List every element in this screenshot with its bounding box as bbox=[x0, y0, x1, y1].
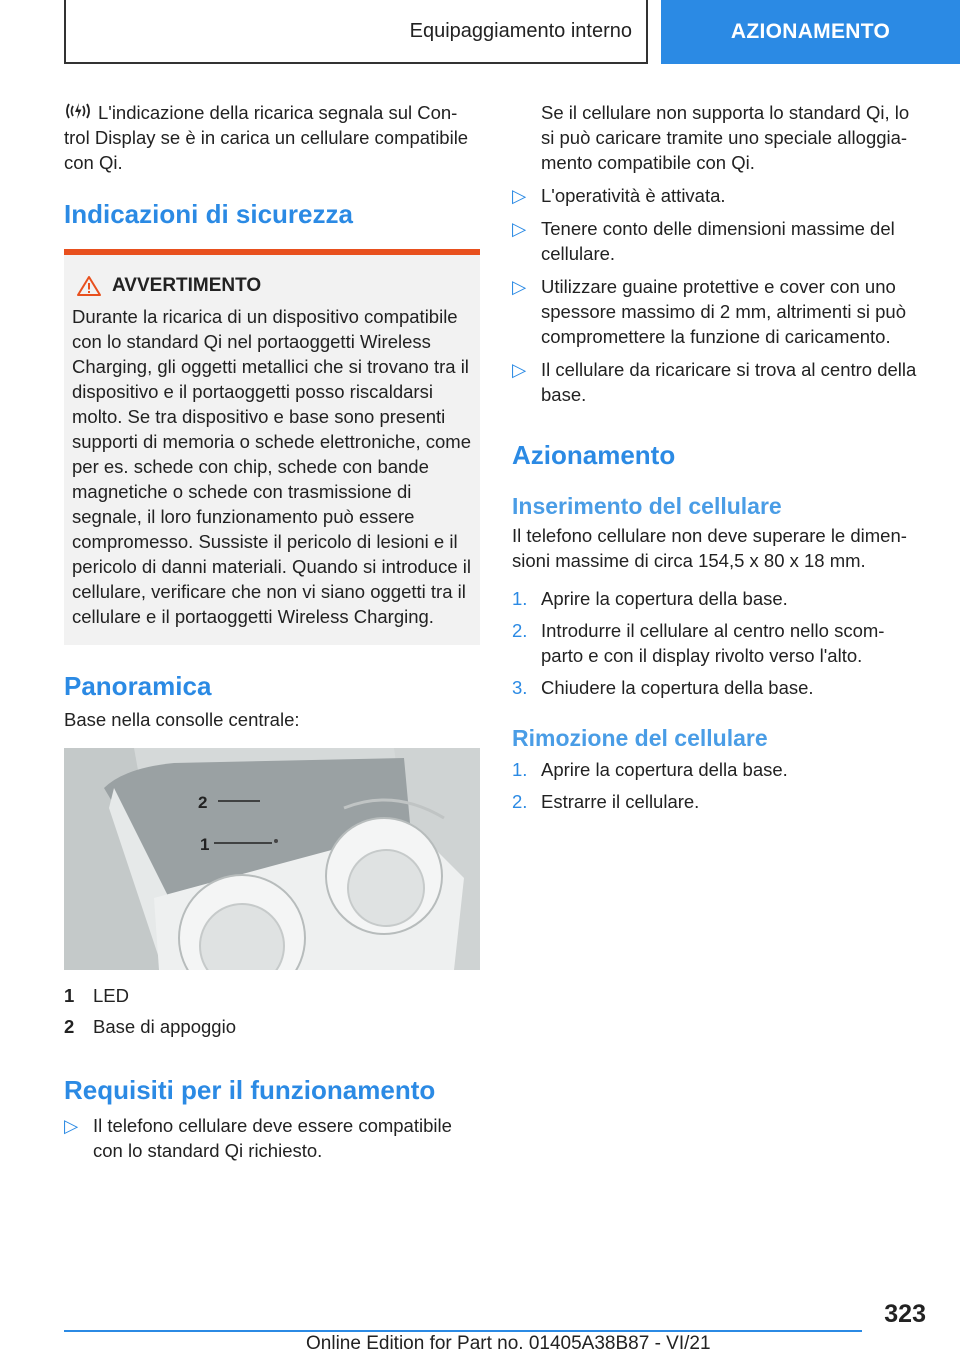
footer-edition: Online Edition for Part no. 01405A38B87 - VI/21 bbox=[306, 1333, 711, 1354]
requirement-item bbox=[512, 357, 922, 407]
step-text: Chiudere la copertura della base. bbox=[541, 677, 814, 698]
step-number: 1. bbox=[512, 759, 528, 780]
legend-label: LED bbox=[93, 985, 129, 1006]
bullet-marker-icon: ▷ bbox=[512, 185, 527, 206]
safety-heading: Indicazioni di sicurezza bbox=[64, 199, 353, 229]
header-chapter[interactable] bbox=[661, 0, 960, 64]
header-chapter-title: AZIONAMENTO bbox=[730, 20, 891, 43]
step-item bbox=[512, 789, 922, 814]
overview-heading: Panoramica bbox=[64, 671, 212, 701]
bullet-marker-icon: ▷ bbox=[64, 1115, 79, 1136]
warning-title: AVVERTIMENTO bbox=[112, 275, 262, 296]
requirement-text: L'operatività è attivata. bbox=[541, 185, 726, 206]
requirement-item bbox=[64, 1113, 480, 1163]
charging-intro bbox=[64, 100, 480, 175]
bullet-marker-icon: ▷ bbox=[512, 276, 527, 297]
step-text: Introdurre il cellulare al centro nello scom-parto e con il display rivolto verso l'alto. bbox=[541, 620, 885, 666]
left-column bbox=[64, 100, 480, 1163]
bullet-marker-icon: ▷ bbox=[512, 359, 527, 380]
step-item bbox=[512, 757, 922, 782]
operation-heading: Azionamento bbox=[512, 440, 676, 470]
requirement-item bbox=[512, 183, 922, 208]
legend-label: Base di appoggio bbox=[93, 1016, 236, 1037]
requirement-item bbox=[512, 216, 922, 266]
requirement-text: Il cellulare da ricaricare si trova al centro della base. bbox=[541, 359, 917, 405]
bullet-marker-icon: ▷ bbox=[512, 218, 527, 239]
header-section-title: Equipaggiamento interno bbox=[409, 19, 632, 42]
step-item bbox=[512, 675, 922, 700]
step-text: Aprire la copertura della base. bbox=[541, 588, 788, 609]
warning-triangle-icon bbox=[76, 275, 102, 297]
step-text: Estrarre il cellulare. bbox=[541, 791, 700, 812]
insert-heading: Inserimento del cellulare bbox=[512, 493, 782, 519]
page-number: 323 bbox=[884, 1300, 926, 1328]
overview-text: Base nella consolle centrale: bbox=[64, 709, 300, 730]
requirement-text: Tenere conto delle dimensioni massime del cellulare. bbox=[541, 218, 895, 264]
step-number: 2. bbox=[512, 620, 528, 641]
legend-num: 2 bbox=[64, 1016, 75, 1037]
warning-header bbox=[76, 273, 472, 298]
requirements-heading: Requisiti per il funzionamento bbox=[64, 1075, 436, 1105]
requirement-continued-text: Se il cellulare non supporta lo standard Qi, lo si può caricare tramite uno speciale alloggia-mento compatibile con Qi. bbox=[541, 102, 910, 173]
footer-divider bbox=[64, 1330, 862, 1332]
requirement-continued bbox=[512, 100, 922, 175]
remove-heading: Rimozione del cellulare bbox=[512, 725, 768, 751]
callout-2: 2 bbox=[198, 793, 208, 812]
step-number: 3. bbox=[512, 677, 528, 698]
legend-item bbox=[64, 1014, 480, 1039]
charging-intro-text: L'indicazione della ricarica segnala sul Con-trol Display se è in carica un cellulare compatibile con Qi. bbox=[64, 102, 469, 173]
console-photo bbox=[64, 748, 480, 970]
warning-text: Durante la ricarica di un dispositivo compatibile con lo standard Qi nel portaoggetti Wireless Charging, gli oggetti metallici che si trovano tra il dispositivo e il portaoggetti posso riscaldarsi molto. Se tra dispositivo e base sono presenti supporti di memoria o schede elettroniche, come per es. schede con chip, schede con bande magnetiche o schede con trasmissione di segnale, il loro funzionamento può essere compromesso. Sussiste il pericolo di lesioni e il pericolo di danni materiali. Quando si introduce il cellulare, verificare che non vi siano oggetti tra il cellulare e il portaoggetti Wireless Charging. bbox=[72, 306, 471, 627]
legend-num: 1 bbox=[64, 985, 75, 1006]
console-illustration bbox=[64, 748, 480, 970]
wireless-charging-icon bbox=[64, 101, 92, 121]
warning-box bbox=[64, 249, 480, 645]
step-number: 2. bbox=[512, 791, 528, 812]
step-item bbox=[512, 618, 922, 668]
step-text: Aprire la copertura della base. bbox=[541, 759, 788, 780]
insert-text: Il telefono cellulare non deve superare le dimen-sioni massime di circa 154,5 x 80 x 18 mm. bbox=[512, 525, 907, 571]
header-section bbox=[64, 0, 648, 64]
photo-legend bbox=[64, 983, 480, 1039]
right-column bbox=[512, 100, 922, 814]
requirement-text: Utilizzare guaine protettive e cover con uno spessore massimo di 2 mm, altrimenti si può compromettere la funzione di caricamento. bbox=[541, 276, 906, 347]
insert-steps bbox=[512, 586, 922, 700]
callout-1: 1 bbox=[200, 835, 210, 854]
legend-item bbox=[64, 983, 480, 1008]
step-item bbox=[512, 586, 922, 611]
step-number: 1. bbox=[512, 588, 528, 609]
remove-steps bbox=[512, 757, 922, 814]
requirement-item bbox=[512, 274, 922, 349]
requirement-text: Il telefono cellulare deve essere compatibile con lo standard Qi richiesto. bbox=[93, 1115, 452, 1161]
